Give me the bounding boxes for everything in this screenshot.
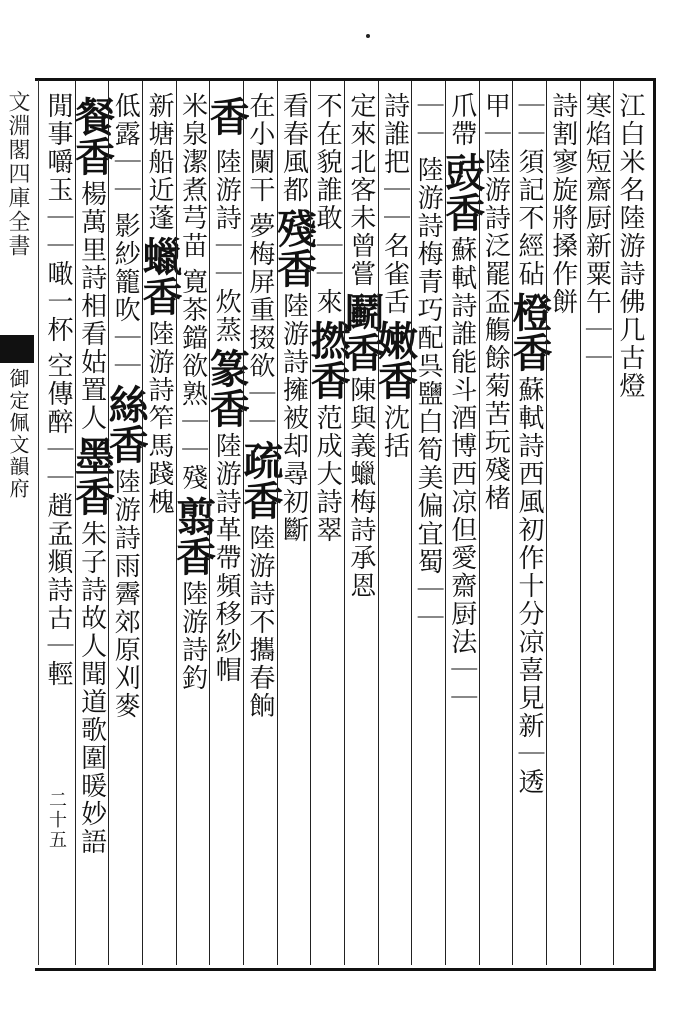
column-text: 陳與義蠟梅詩承恩 [345, 376, 376, 600]
column-rule [310, 81, 311, 965]
headword: 香 [203, 96, 251, 136]
book-title-text: 御定佩文韻府 [6, 368, 30, 500]
column-rule [209, 81, 210, 965]
column-text: 寛茶鐺欲熟｜｜殘 [177, 268, 208, 492]
column-text: 楊萬里詩相看姑置人 [76, 180, 107, 432]
margin-collection-title-text: 文淵閣四庫全書 [5, 90, 30, 258]
column-text: 米泉潔煮芎苗 [177, 92, 208, 260]
column-text: 陸游詩革帶頻移紗帽 [211, 432, 242, 684]
margin-book-title [2, 368, 34, 500]
column-text: 夢梅屏重掇欲｜｜ [244, 212, 275, 436]
text-column [39, 92, 77, 688]
column-text: 陸游詩｜｜炊蒸 [211, 148, 242, 344]
column-text: 爪帶 [446, 92, 477, 148]
column-rule [243, 81, 244, 965]
column-rule [445, 81, 446, 965]
headword: 豉香 [438, 152, 486, 232]
headword: 餐香 [68, 96, 116, 176]
text-column [438, 92, 486, 712]
column-text: 詩誰把｜｜名雀舌 [379, 92, 410, 316]
headword: 鬬香 [337, 292, 385, 372]
column-text: 陸游詩梅青巧配呉鹽白筍美偏宜蜀｜｜ [413, 156, 444, 632]
column-rule [108, 81, 109, 965]
headword: 蠟香 [135, 236, 183, 316]
column-text: 低露｜｜ [110, 92, 141, 204]
text-column [203, 92, 251, 684]
column-text: 陸游詩擁被却尋初斷 [278, 292, 309, 544]
headword: 嫩香 [371, 320, 419, 400]
column-text: 寒焰短齋厨新粟午｜｜ [581, 92, 612, 372]
headword: 殘香 [270, 208, 318, 288]
column-text: 定來北客未曾嘗 [345, 92, 376, 288]
column-text: 陸游詩不攜春餉 [244, 524, 275, 720]
headword: 翦香 [169, 496, 217, 576]
column-text: 蘇軾詩西風初作十分凉喜見新｜透 [514, 376, 545, 796]
margin-collection-title [0, 90, 34, 258]
text-column [68, 92, 116, 856]
column-rule [344, 81, 345, 965]
text-column [577, 92, 615, 372]
text-column [506, 92, 554, 796]
column-rule [479, 81, 480, 965]
column-text: 江白米名陸游詩佛几古燈 [615, 92, 645, 400]
text-column [544, 92, 582, 316]
column-text: 詩割寥旋將搡作餅 [547, 92, 578, 316]
column-rule [277, 81, 278, 965]
headword: 墨香 [68, 436, 116, 516]
text-column [102, 92, 150, 720]
column-text: 在小闌干 [244, 92, 275, 204]
column-text: 看春風都 [278, 92, 309, 204]
column-text: ｜｜ [413, 92, 444, 148]
page-number [40, 790, 72, 850]
column-rule [512, 81, 513, 965]
headword: 篆香 [203, 348, 251, 428]
column-text: 空傳醉｜｜趙孟頫詩古｜輕 [43, 352, 73, 688]
headword: 橙香 [506, 292, 554, 372]
column-text: 蘇軾詩誰能斗酒博西凉但愛齋厨法｜｜ [446, 236, 477, 712]
column-rule [546, 81, 547, 965]
text-column [304, 92, 352, 544]
text-column [611, 92, 649, 400]
column-text: 不在貌誰敢｜｜來 [312, 92, 343, 316]
column-text: ｜｜須記不經砧 [514, 92, 545, 288]
column-rule [75, 81, 76, 965]
text-column [169, 92, 217, 692]
column-text: 朱子詩故人聞道歌圍暖妙語 [76, 520, 107, 856]
ink-dot [366, 34, 370, 38]
column-text: 甲｜陸游詩泛罷盃觴餘菊苦玩殘楮 [480, 92, 511, 512]
column-rule [176, 81, 177, 965]
column-text: 新塘船近蓬 [143, 92, 174, 232]
headword: 撚香 [304, 320, 352, 400]
column-text: 陸游詩笮馬踐槐 [143, 320, 174, 516]
column-text: 范成大詩翠 [312, 404, 343, 544]
column-rule [378, 81, 379, 965]
column-text: 陸游詩釣 [177, 580, 208, 692]
column-rule [613, 81, 614, 965]
headword: 絲香 [102, 384, 150, 464]
column-text: 沈括 [379, 404, 410, 460]
column-text: 影紗籠吹｜｜ [110, 212, 141, 380]
column-rule [411, 81, 412, 965]
column-rule [142, 81, 143, 965]
column-text: 陸游詩雨霽郊原刈麥 [110, 468, 141, 720]
column-rule [580, 81, 581, 965]
column-text: 閒事嚼玉｜｜噉一杯 [43, 92, 73, 344]
margin-black-marker [0, 335, 34, 363]
headword: 疏香 [236, 440, 284, 520]
text-column [371, 92, 419, 460]
page-number-text: 二十五 [46, 790, 67, 850]
